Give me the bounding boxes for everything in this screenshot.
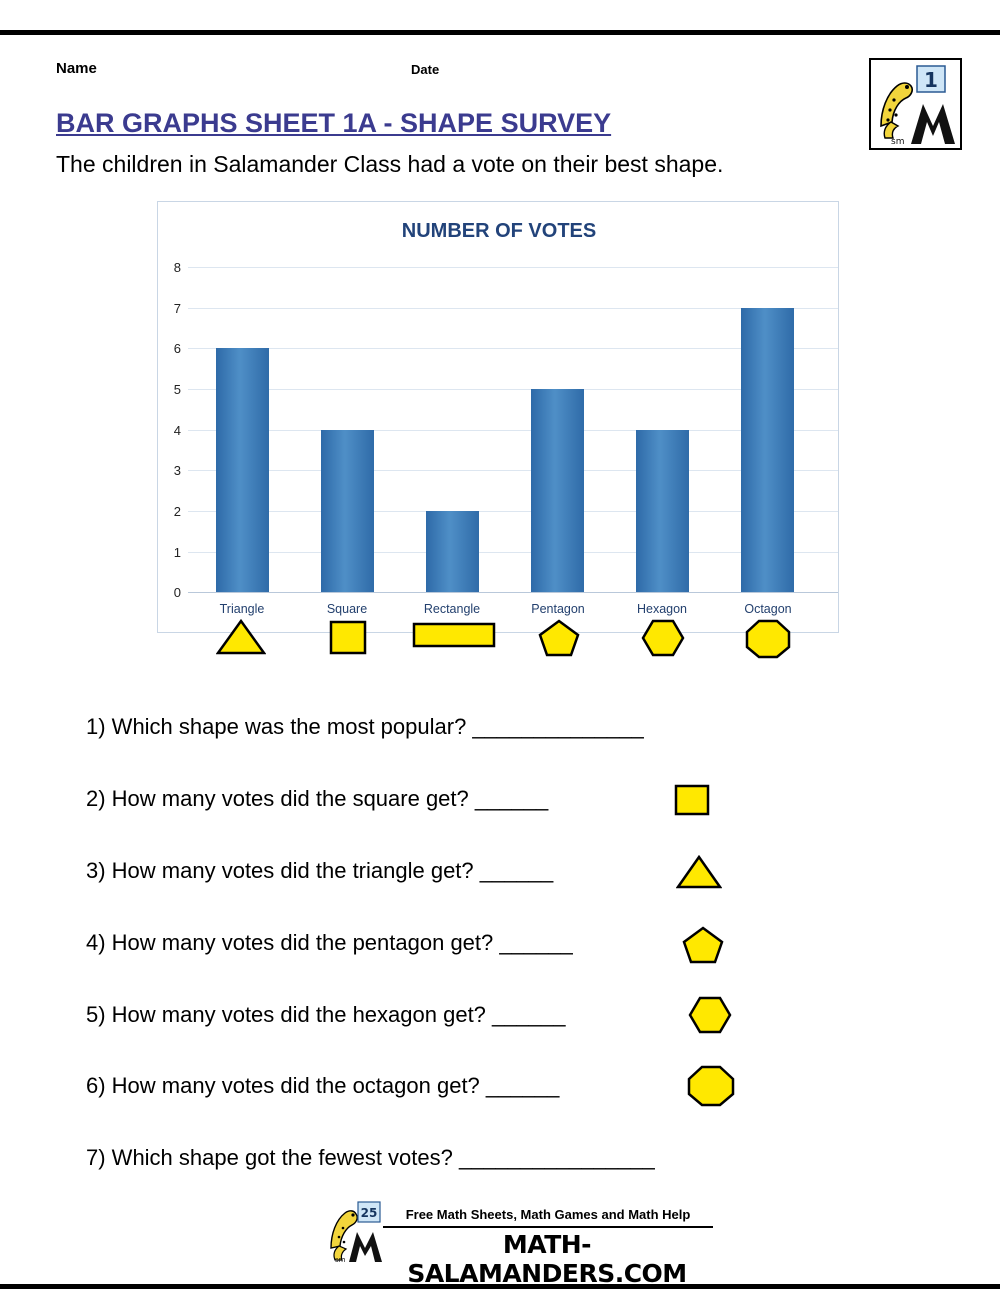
- footer-tagline: Free Math Sheets, Math Games and Math Help: [405, 1207, 691, 1222]
- x-axis-line: [188, 592, 838, 593]
- bar-triangle: [216, 348, 269, 592]
- svg-text:1: 1: [924, 68, 938, 92]
- y-tick-label: 7: [173, 301, 181, 316]
- y-tick-label: 2: [173, 504, 181, 519]
- chart-title: NUMBER OF VOTES: [401, 220, 597, 242]
- question-1: 1) Which shape was the most popular? ______________: [86, 714, 644, 739]
- octagon-icon: [687, 1065, 735, 1112]
- gridline-8: [188, 267, 838, 268]
- x-tick-label-triangle: Triangle: [219, 602, 265, 616]
- y-tick-label: 0: [173, 585, 181, 600]
- square-icon: [674, 784, 710, 821]
- question-7: 7) Which shape got the fewest votes? ________________: [86, 1145, 655, 1170]
- name-label: Name: [56, 60, 97, 77]
- question-4: 4) How many votes did the pentagon get? ______: [86, 930, 573, 955]
- question-5: 5) How many votes did the hexagon get? ______: [86, 1002, 566, 1027]
- footer-url: MATH-SALAMANDERS.COM: [407, 1230, 687, 1288]
- x-tick-label-octagon: Octagon: [744, 602, 792, 616]
- page-subtitle: The children in Salamander Class had a vote on their best shape.: [56, 151, 724, 177]
- y-tick-label: 1: [173, 545, 181, 560]
- y-tick-label: 4: [173, 423, 181, 438]
- y-tick-label: 6: [173, 341, 181, 356]
- x-tick-label-hexagon: Hexagon: [636, 602, 688, 616]
- octagon-icon: [745, 619, 791, 664]
- bar-hexagon: [636, 430, 689, 592]
- date-label: Date: [411, 62, 440, 77]
- hexagon-icon: [641, 619, 685, 662]
- top-border-rule: [0, 30, 1000, 35]
- footer-divider: [383, 1226, 713, 1228]
- svg-text:sm: sm: [335, 1256, 346, 1264]
- x-tick-label-pentagon: Pentagon: [531, 602, 585, 616]
- question-2: 2) How many votes did the square get? ______: [86, 786, 549, 811]
- salamander-logo-badge: [869, 58, 962, 150]
- square-icon: [329, 619, 367, 660]
- logo-graphic: [871, 60, 960, 148]
- y-tick-label: 3: [173, 463, 181, 478]
- pentagon-icon: [538, 619, 580, 662]
- hexagon-icon: [688, 996, 732, 1039]
- page-title: BAR GRAPHS SHEET 1A - SHAPE SURVEY: [56, 108, 612, 138]
- rectangle-icon: [412, 622, 496, 653]
- x-tick-label-rectangle: Rectangle: [423, 602, 481, 616]
- triangle-icon: [676, 855, 722, 894]
- bar-rectangle: [426, 511, 479, 592]
- y-tick-label: 8: [173, 260, 181, 275]
- triangle-icon: [216, 619, 266, 660]
- bar-square: [321, 430, 374, 592]
- bar-pentagon: [531, 389, 584, 592]
- bar-octagon: [741, 308, 794, 592]
- y-tick-label: 5: [173, 382, 181, 397]
- svg-text:25: 25: [360, 1206, 378, 1220]
- footer-salamander-logo: [325, 1200, 385, 1265]
- question-6: 6) How many votes did the octagon get? ______: [86, 1073, 560, 1098]
- svg-text:sm: sm: [891, 137, 905, 147]
- x-tick-label-square: Square: [326, 602, 368, 616]
- pentagon-icon: [682, 926, 724, 969]
- question-3: 3) How many votes did the triangle get? ______: [86, 858, 554, 883]
